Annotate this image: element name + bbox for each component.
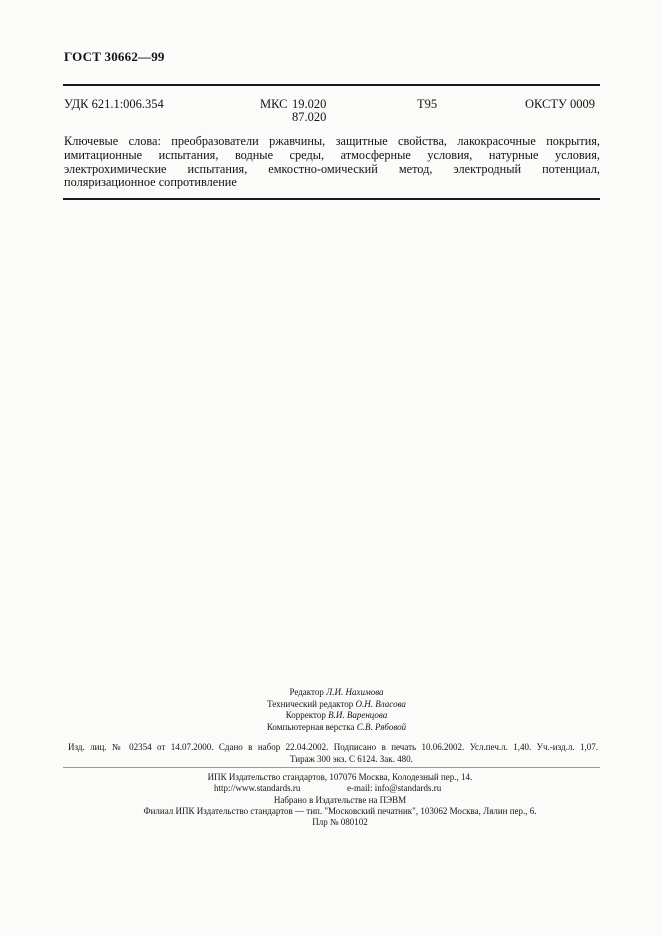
email-link[interactable]: e-mail: info@standards.ru bbox=[347, 783, 442, 794]
top-rule bbox=[63, 84, 600, 86]
credit-editor: Редактор Л.И. Нахимова bbox=[289, 687, 384, 697]
contact-row bbox=[60, 783, 620, 794]
mks-codes bbox=[260, 98, 326, 124]
mks-code-2: 87.020 bbox=[292, 110, 327, 124]
branch-address: Филиал ИПК Издательство стандартов — тип. "Московский печатник", 103062 Москва, Лялин пер., 6. bbox=[143, 805, 537, 816]
bottom-rule bbox=[63, 198, 600, 200]
typeset-note: Набрано в Издательстве на ПЭВМ bbox=[273, 794, 407, 805]
okstu-code: ОКСТУ 0009 bbox=[525, 97, 596, 111]
standard-code: ГОСТ 30662—99 bbox=[64, 49, 165, 64]
mks-code-1: 19.020 bbox=[292, 97, 327, 111]
credits-block bbox=[0, 687, 661, 733]
publication-info bbox=[68, 742, 598, 765]
publication-line-2: Тираж 300 экз. С 6124. Зак. 480. bbox=[290, 753, 413, 764]
publisher-address: ИПК Издательство стандартов, 107076 Москва, Колодезный пер., 14. bbox=[207, 772, 473, 782]
credit-layout: Компьютерная верстка С.В. Рябовой bbox=[266, 721, 407, 732]
publication-line-1: Изд. лиц. № 02354 от 14.07.2000. Сдано в набор 22.04.2002. Подписано в печать 10.06.2002. Усл.печ.л. 1,40. Уч.-изд.л. 1,07. bbox=[68, 742, 598, 752]
mks-label: МКС bbox=[260, 97, 288, 111]
t-code: Т95 bbox=[417, 97, 438, 111]
plr-number: Плр № 080102 bbox=[312, 817, 368, 828]
udk-code: УДК 621.1:006.354 bbox=[64, 97, 164, 111]
credit-tech-editor: Технический редактор О.Н. Власова bbox=[267, 698, 406, 709]
credit-proofreader: Корректор В.И. Варенцова bbox=[285, 710, 388, 720]
imprint-divider bbox=[63, 767, 600, 768]
website-link[interactable]: http://www.standards.ru bbox=[214, 783, 301, 794]
imprint-block bbox=[60, 772, 620, 828]
keywords-paragraph: Ключевые слова: преобразователи ржавчины, защитные свойства, лакокрасочные покрытия, имитационные испытания, водные среды, атмосферные условия, натурные условия, электрохимические испытания, емкостно-омический метод, электродный потенциал, поляризационное сопротивление bbox=[64, 134, 600, 190]
